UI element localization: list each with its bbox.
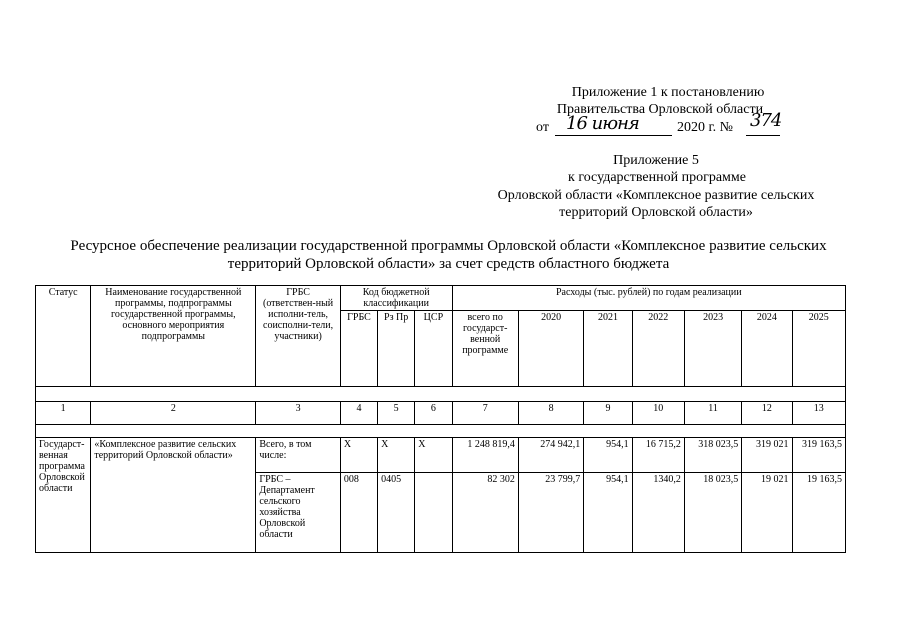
date-prefix: от bbox=[536, 120, 549, 135]
row-grbs: ГРБС – Департамент сельского хозяйства Орловской области bbox=[256, 473, 341, 553]
header-2021: 2021 bbox=[584, 311, 632, 387]
program-name: «Комплексное развитие сельских территорий Орловской области» bbox=[91, 438, 256, 553]
handwritten-number: 374 bbox=[750, 110, 782, 131]
row-2023: 18 023,5 bbox=[684, 473, 741, 553]
header-total: всего по государст-венной программе bbox=[452, 311, 518, 387]
header-2023: 2023 bbox=[684, 311, 741, 387]
header-grbs: ГРБС (ответствен-ный исполни-тель, соисполни-тели, участники) bbox=[256, 286, 341, 387]
handwritten-date: 16 июня bbox=[566, 113, 639, 134]
colnum: 8 bbox=[518, 402, 583, 425]
row-2022: 1340,2 bbox=[632, 473, 684, 553]
row-code-grbs: Х bbox=[340, 438, 377, 473]
row-grbs: Всего, в том числе: bbox=[256, 438, 341, 473]
header-expenses: Расходы (тыс. рублей) по годам реализации bbox=[452, 286, 845, 311]
appendix5-line4: территорий Орловской области» bbox=[559, 205, 753, 220]
header-2022: 2022 bbox=[632, 311, 684, 387]
appendix1-line2: Правительства Орловской области bbox=[556, 102, 764, 117]
table-row bbox=[36, 438, 846, 473]
header-name: Наименование государственной программы, подпрограммы государственной программы, основного мероприятия подпрограммы bbox=[91, 286, 256, 387]
row-2023: 318 023,5 bbox=[684, 438, 741, 473]
colnum: 1 bbox=[36, 402, 91, 425]
colnum: 5 bbox=[378, 402, 415, 425]
program-status: Государст-венная программа Орловской области bbox=[36, 438, 91, 553]
row-2024: 319 021 bbox=[742, 438, 792, 473]
colnum: 6 bbox=[415, 402, 452, 425]
header-status: Статус bbox=[36, 286, 91, 387]
colnum: 7 bbox=[452, 402, 518, 425]
header-code-grbs: ГРБС bbox=[340, 311, 377, 387]
header-2020: 2020 bbox=[518, 311, 583, 387]
row-2021: 954,1 bbox=[584, 473, 632, 553]
header-2025: 2025 bbox=[792, 311, 845, 387]
row-total: 1 248 819,4 bbox=[452, 438, 518, 473]
row-code-grbs: 008 bbox=[340, 473, 377, 553]
title-line1: Ресурсное обеспечение реализации государственной программы Орловской области «Комплексное развитие сельских bbox=[70, 238, 827, 254]
row-2021: 954,1 bbox=[584, 438, 632, 473]
colnum: 3 bbox=[256, 402, 341, 425]
resource-table bbox=[35, 285, 846, 553]
column-numbers-row bbox=[36, 402, 846, 425]
row-code-csr bbox=[415, 473, 452, 553]
appendix5-line3: Орловской области «Комплексное развитие сельских bbox=[497, 188, 815, 203]
row-2024: 19 021 bbox=[742, 473, 792, 553]
row-2022: 16 715,2 bbox=[632, 438, 684, 473]
colnum: 9 bbox=[584, 402, 632, 425]
row-code-csr: Х bbox=[415, 438, 452, 473]
colnum: 13 bbox=[792, 402, 845, 425]
header-2024: 2024 bbox=[742, 311, 792, 387]
row-2020: 274 942,1 bbox=[518, 438, 583, 473]
colnum: 4 bbox=[340, 402, 377, 425]
appendix5-line1: Приложение 5 bbox=[613, 153, 699, 168]
header-code-rzpr: Рз Пр bbox=[378, 311, 415, 387]
colnum: 2 bbox=[91, 402, 256, 425]
colnum: 12 bbox=[742, 402, 792, 425]
row-total: 82 302 bbox=[452, 473, 518, 553]
colnum: 11 bbox=[684, 402, 741, 425]
row-2025: 319 163,5 bbox=[792, 438, 845, 473]
row-code-rzpr: 0405 bbox=[378, 473, 415, 553]
number-underline bbox=[746, 135, 780, 136]
document-title bbox=[0, 237, 897, 273]
row-2020: 23 799,7 bbox=[518, 473, 583, 553]
appendix5-line2: к государственной программе bbox=[568, 170, 746, 185]
header-code-csr: ЦСР bbox=[415, 311, 452, 387]
row-code-rzpr: Х bbox=[378, 438, 415, 473]
appendix1-line1: Приложение 1 к постановлению bbox=[571, 85, 765, 100]
date-year: 2020 г. № bbox=[677, 120, 734, 135]
header-budget-code: Код бюджетной классификации bbox=[340, 286, 452, 311]
date-underline bbox=[555, 135, 672, 136]
colnum: 10 bbox=[632, 402, 684, 425]
row-2025: 19 163,5 bbox=[792, 473, 845, 553]
title-line2: территорий Орловской области» за счет средств областного бюджета bbox=[227, 256, 670, 272]
